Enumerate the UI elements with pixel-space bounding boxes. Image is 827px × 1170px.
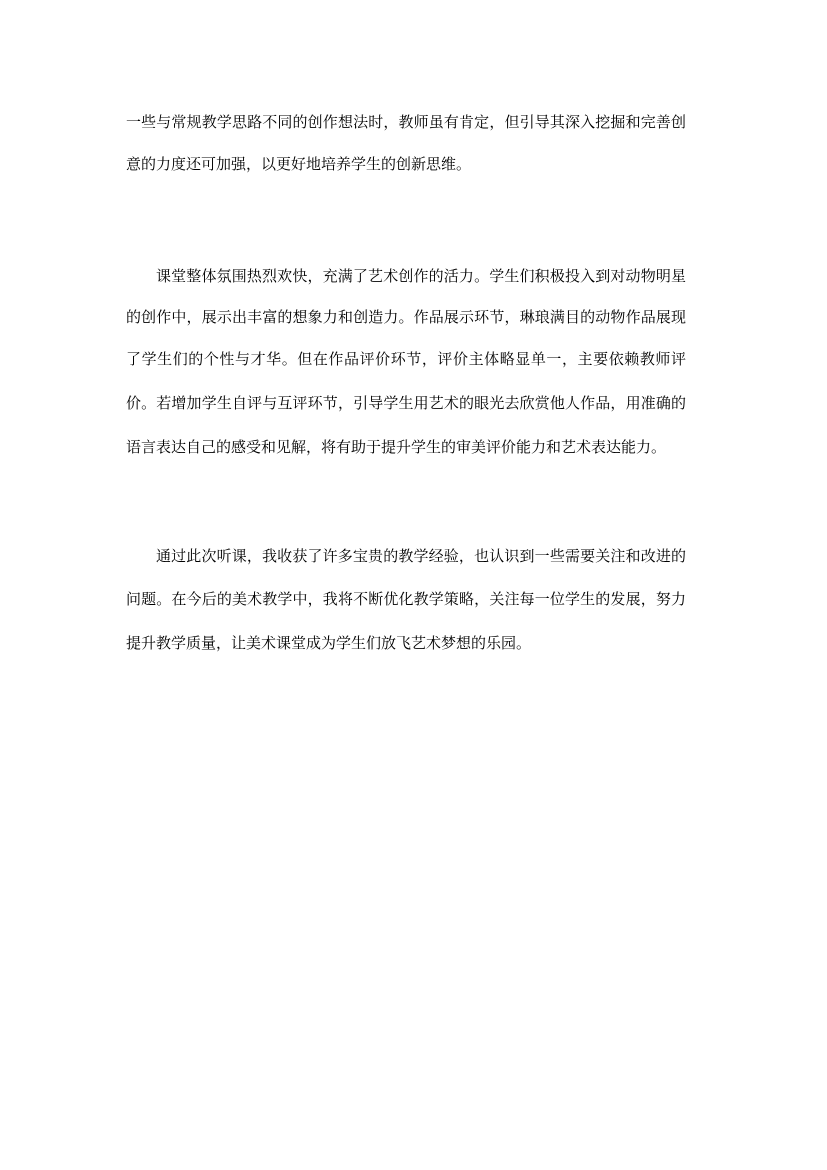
paragraph-line: 价。若增加学生自评与互评环节，引导学生用艺术的眼光去欣赏他人作品，用准确的 [126,394,686,412]
paragraph-line: 的创作中，展示出丰富的想象力和创造力。作品展示环节，琳琅满目的动物作品展现 [126,308,686,326]
paragraph-line: 意的力度还可加强，以更好地培养学生的创新思维。 [126,155,472,173]
paragraph-line: 课堂整体氛围热烈欢快，充满了艺术创作的活力。学生们积极投入到对动物明星 [156,267,686,285]
paragraph-line: 提升教学质量，让美术课堂成为学生们放飞艺术梦想的乐园。 [126,634,532,652]
paragraph-line: 问题。在今后的美术教学中，我将不断优化教学策略，关注每一位学生的发展，努力 [126,590,686,608]
paragraph-line: 通过此次听课，我收获了许多宝贵的教学经验，也认识到一些需要关注和改进的 [156,547,686,565]
paragraph-line: 语言表达自己的感受和见解，将有助于提升学生的审美评价能力和艺术表达能力。 [126,438,667,456]
paragraph-line: 了学生们的个性与才华。但在作品评价环节，评价主体略显单一，主要依赖教师评 [126,350,686,368]
paragraph-line: 一些与常规教学思路不同的创作想法时，教师虽有肯定，但引导其深入挖掘和完善创 [126,113,686,131]
